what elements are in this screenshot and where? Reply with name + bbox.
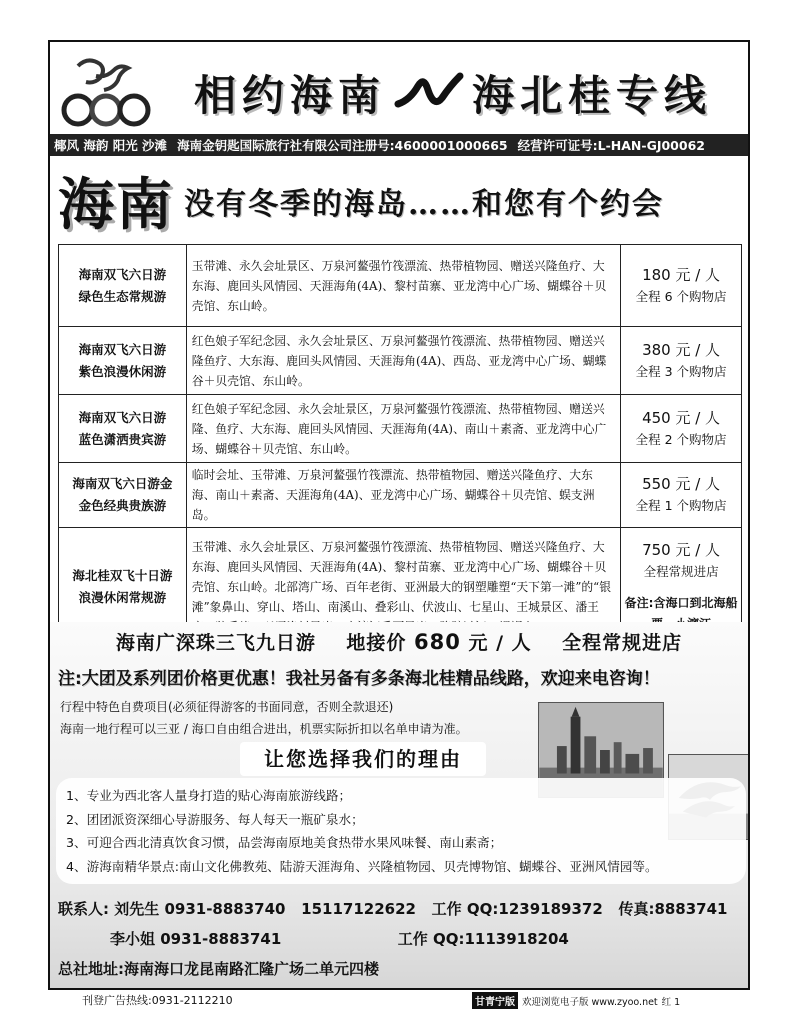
reason-item: 3、可迎合西北清真饮食习惯，品尝海南原地美食热带水果风味餐、南山素斋； <box>66 835 503 850</box>
contact-person-1: 刘先生 0931-8883740 <box>114 900 286 918</box>
tour-price: 750 元 / 人 全程常规进店 备注:含海口到北海船 <box>621 528 742 646</box>
qq-label: 工作 QQ: <box>397 930 465 948</box>
tour-name: 海南双飞六日游 绿色生态常规游 <box>59 245 187 327</box>
tour-name: 海南双飞六日游金 金色经典贵族游 <box>59 463 187 528</box>
self-paid-note: 行程中特色自费项目(必须征得游客的书面同意，否则全款退还) <box>60 700 394 714</box>
fax-label: 传真: <box>618 900 655 918</box>
main-title <box>158 54 748 132</box>
reason-item: 2、团团派资深细心导游服务、每人每天一瓶矿泉水； <box>66 811 364 827</box>
footer-brand <box>472 992 680 1009</box>
group-notice: 注:大团及系列团价格更优惠！我社另备有多条海北桂精品线路，欢迎来电咨询！ <box>58 669 660 689</box>
wave-divider-icon <box>394 68 464 118</box>
fax-number: 8883741 <box>654 900 728 918</box>
slogan-big: 海南 <box>58 172 174 238</box>
info-bar <box>50 134 748 156</box>
tour-itinerary: 临时会址、玉带滩、万泉河鳌强竹筏漂流、热带植物园、赠送兴隆鱼疗、大东海、南山＋素斋、天涯海角(4A)、亚龙湾中心广场、蝴蝶谷＋贝壳馆、蜈支洲岛。 <box>186 463 620 528</box>
contact-person-2: 李小姐 0931-8883741 <box>110 930 282 948</box>
reason-item: 4、游海南精华景点:南山文化佛教苑、陆游天涯海角、兴隆植物园、贝壳博物馆、蝴蝶谷、亚洲风情园等。 <box>66 858 658 874</box>
tour-table <box>58 244 742 646</box>
featured-deal: 海南广深珠三飞九日游 地接价 680 元 / 人 全程常规进店 <box>115 630 683 654</box>
tour-itinerary: 玉带滩、永久会址景区、万泉河鳌强竹筏漂流、热带植物园、赠送兴隆鱼疗、大东海、鹿回头风情园、天涯海角(4A)、黎村苗寨、亚龙湾中心广场、蝴蝶谷＋贝壳馆、东山岭。 <box>186 245 620 327</box>
tour-row <box>59 463 742 528</box>
tour-name: 海南双飞六日游 紫色浪漫休闲游 <box>59 327 187 395</box>
page-number: 红 1 <box>661 996 681 1008</box>
slogan <box>58 162 748 240</box>
title-left: 相约海南 <box>193 71 386 120</box>
tour-name: 海南双飞六日游 蓝色潇洒贵宾游 <box>59 395 187 463</box>
info-tags: 椰风 海韵 阳光 沙滩 <box>54 138 168 153</box>
site-link[interactable]: 欢迎浏览电子版 www.zyoo.net <box>522 996 658 1008</box>
tour-itinerary: 红色娘子军纪念园、永久会址景区，万泉河鳌强竹筏漂流、热带植物园、赠送兴隆、鱼疗、大东海、鹿回头风情园、天涯海角(4A)、南山＋素斋、亚龙湾中心广场、蝴蝶谷＋贝壳馆、东山岭。 <box>186 395 620 463</box>
contact-line-1 <box>58 898 728 919</box>
tour-price: 450 元 / 人 全程 2 个购物店 <box>621 395 742 463</box>
qq-number-2: 1113918204 <box>464 930 569 948</box>
qq-label: 工作 QQ: <box>431 900 499 918</box>
license-number: 经营许可证号:L-HAN-GJ00062 <box>517 138 705 153</box>
tour-price: 550 元 / 人 全程 1 个购物店 <box>621 463 742 528</box>
company-logo <box>56 52 156 132</box>
tour-name: 海北桂双飞十日游 浪漫休闲常规游 <box>59 528 187 646</box>
tour-row <box>59 245 742 327</box>
reasons-title: 让您选择我们的理由 <box>240 742 486 776</box>
title-right: 海北桂专线 <box>472 71 713 120</box>
tour-price: 180 元 / 人 全程 6 个购物店 <box>621 245 742 327</box>
tour-row <box>59 395 742 463</box>
contact-line-2 <box>110 928 569 949</box>
contact-mobile: 15117122622 <box>301 900 416 918</box>
flight-note: 海南一地行程可以三亚 / 海口自由组合进出，机票实际折扣以名单申请为准。 <box>60 722 468 736</box>
company-registration: 海南金钥匙国际旅行社有限公司注册号:4600001000665 <box>177 138 508 153</box>
tour-row <box>59 327 742 395</box>
slogan-rest: 没有冬季的海岛……和您有个约会 <box>184 187 664 222</box>
tour-itinerary: 玉带滩、永久会址景区、万泉河鳌强竹筏漂流、热带植物园、赠送兴隆鱼疗、大东海、鹿回头风情园、天涯海角(4A)、黎村苗寨、亚龙湾中心广场、蝴蝶谷＋贝壳馆、东山岭。北部湾广场、百年老街、亚洲最大的钢塑雕塑“天下第一滩”的“银滩”象鼻山、穿山、塔山、南溪山、叠彩山、伏波山、七星山、王城景区、潘王 <box>186 528 620 646</box>
advertisement-frame <box>48 40 750 990</box>
head-office-address: 总社地址:海南海口龙昆南路汇隆广场二单元四楼 <box>58 960 380 978</box>
edition-tag: 甘青宁版 <box>472 992 518 1009</box>
tour-price: 380 元 / 人 全程 3 个购物店 <box>621 327 742 395</box>
contact-label: 联系人: <box>58 900 109 918</box>
ad-hotline: 刊登广告热线:0931-2112210 <box>82 994 233 1007</box>
qq-number-1: 1239189372 <box>498 900 603 918</box>
tour-note: 备注:含海口到北海船 <box>624 595 738 610</box>
reasons-list <box>56 778 746 884</box>
tour-itinerary: 红色娘子军纪念园、永久会址景区、万泉河鳌强竹筏漂流、热带植物园、赠送兴隆鱼疗、大东海、鹿回头风情园、天涯海角(4A)、西岛、亚龙湾中心广场、蝴蝶谷＋贝壳馆、东山岭。 <box>186 327 620 395</box>
reason-item: 1、专业为西北客人量身打造的贴心海南旅游线路； <box>66 788 352 803</box>
